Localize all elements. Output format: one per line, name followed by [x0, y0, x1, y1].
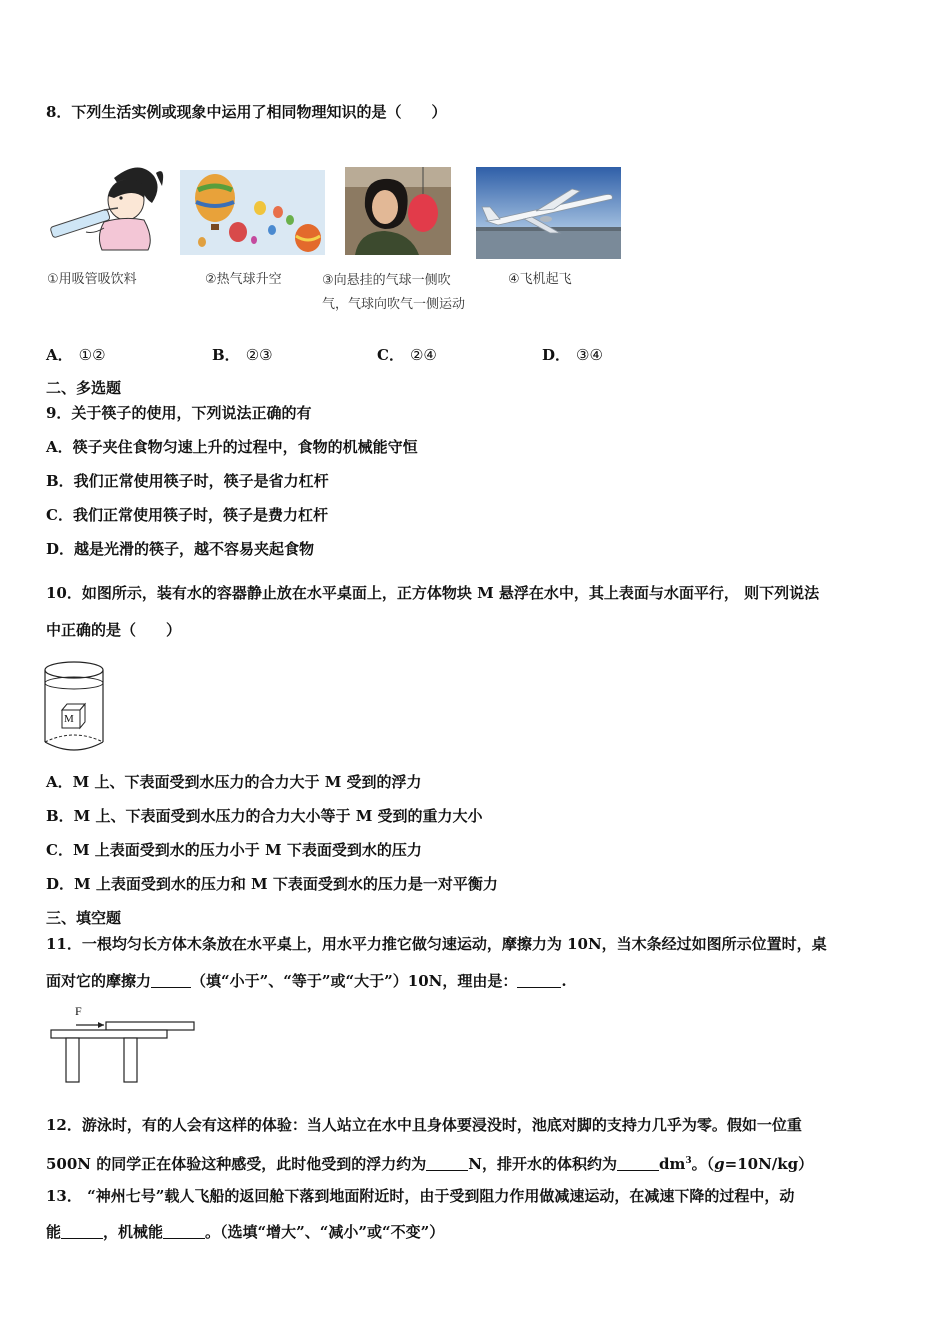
q12-text-a: 500N 的同学正在体验这种感受，此时他受到的浮力约为: [46, 1155, 427, 1173]
option-value: ②④: [409, 346, 437, 364]
q12-line1: 12．游泳时，有的人会有这样的体验：当人站立在水中且身体要浸没时，池底对脚的支持力几乎为零。假如一位重: [46, 1116, 802, 1134]
q10-option-c: C．M 上表面受到水的压力小于 M 下表面受到水的压力: [46, 841, 422, 859]
q12-g-symbol: g: [714, 1155, 725, 1173]
q12-text-b: N，排开水的体积约为: [468, 1155, 617, 1173]
q12-blank-2[interactable]: [617, 1156, 659, 1171]
q12-line2: [46, 1151, 813, 1174]
option-value: ③④: [576, 346, 603, 364]
option-letter: D．: [542, 346, 571, 364]
q11-text-b: （填“小于”、“等于”或“大于”）10N，理由是：: [191, 972, 518, 990]
cube-label: M: [64, 713, 74, 725]
q10-stem-line2: 中正确的是（ ）: [46, 621, 182, 639]
airplane-takeoff-image: [476, 167, 621, 259]
caption-4: ④飞机起飞: [508, 272, 572, 287]
caption-1: ①用吸管吸饮料: [47, 272, 137, 287]
q13-text-c: 。（选填“增大”、“减小”或“不变”）: [205, 1223, 445, 1241]
q10-stem-line1: 10．如图所示，装有水的容器静止放在水平桌面上，正方体物块 M 悬浮在水中，其上表面与水面平行， 则下列说法: [46, 584, 820, 602]
q9-option-c: C．我们正常使用筷子时，筷子是费力杠杆: [46, 506, 328, 524]
q11-line1: 11．一根均匀长方体木条放在水平桌上，用水平力推它做匀速运动，摩擦力为 10N，当木条经过如图所示位置时，桌: [46, 935, 827, 953]
caption-2: ②热气球升空: [205, 272, 282, 287]
q11-line2: [46, 971, 567, 991]
q10-option-a: A．M 上、下表面受到水压力的合力大于 M 受到的浮力: [46, 773, 422, 791]
section-heading-3: 三、填空题: [46, 909, 122, 927]
q13-blank-1[interactable]: [61, 1224, 103, 1239]
caption-3-line1: ③向悬挂的气球一侧吹: [322, 273, 451, 288]
q10-option-d: D．M 上表面受到水的压力和 M 下表面受到水的压力是一对平衡力: [46, 875, 498, 893]
q8-option-d: [542, 344, 603, 365]
q8-option-c: [377, 344, 437, 365]
table-wood-figure: [46, 1004, 198, 1088]
q11-text-c: .: [561, 972, 567, 990]
balloon-blowing-image: [345, 167, 451, 255]
q12-text-c: dm: [658, 1155, 686, 1173]
q11-blank-1[interactable]: [151, 973, 191, 988]
q9-stem: 9．关于筷子的使用，下列说法正确的有: [46, 404, 312, 422]
q8-stem: 8．下列生活实例或现象中运用了相同物理知识的是（ ）: [46, 103, 447, 121]
q13-line2: [46, 1222, 444, 1242]
hot-air-balloons-image: [180, 170, 325, 255]
option-letter: B．: [212, 346, 240, 364]
q8-option-b: [212, 344, 273, 365]
q11-blank-2[interactable]: [517, 973, 561, 988]
section-heading-2: 二、多选题: [46, 379, 122, 397]
option-value: ①②: [78, 346, 106, 364]
q11-text-a: 面对它的摩擦力: [46, 972, 152, 990]
container-cube-figure: [42, 658, 106, 754]
caption-3-line2: 气，气球向吹气一侧运动: [322, 297, 466, 312]
option-letter: C．: [377, 346, 404, 364]
q9-option-a: A．筷子夹住食物匀速上升的过程中，食物的机械能守恒: [46, 438, 418, 456]
q12-sup: 3: [685, 1156, 692, 1166]
q13-line1: 13． “神州七号”载人飞船的返回舱下落到地面附近时，由于受到阻力作用做减速运动，在减速下降的过程中，动: [46, 1187, 795, 1205]
q13-text-a: 能: [46, 1223, 62, 1241]
q12-blank-1[interactable]: [426, 1156, 468, 1171]
q13-blank-2[interactable]: [163, 1224, 205, 1239]
force-label: F: [75, 1004, 82, 1018]
q9-option-d: D．越是光滑的筷子，越不容易夹起食物: [46, 540, 315, 558]
straw-drinking-image: [44, 158, 166, 253]
q13-text-b: ，机械能: [103, 1223, 164, 1241]
q8-option-a: [46, 344, 106, 365]
q10-option-b: B．M 上、下表面受到水压力的合力大小等于 M 受到的重力大小: [46, 807, 483, 825]
q12-text-e: =10N/kg）: [724, 1155, 814, 1173]
q12-text-d: 。（: [691, 1155, 715, 1173]
option-letter: A．: [46, 346, 73, 364]
option-value: ②③: [245, 346, 273, 364]
q9-option-b: B．我们正常使用筷子时，筷子是省力杠杆: [46, 472, 329, 490]
